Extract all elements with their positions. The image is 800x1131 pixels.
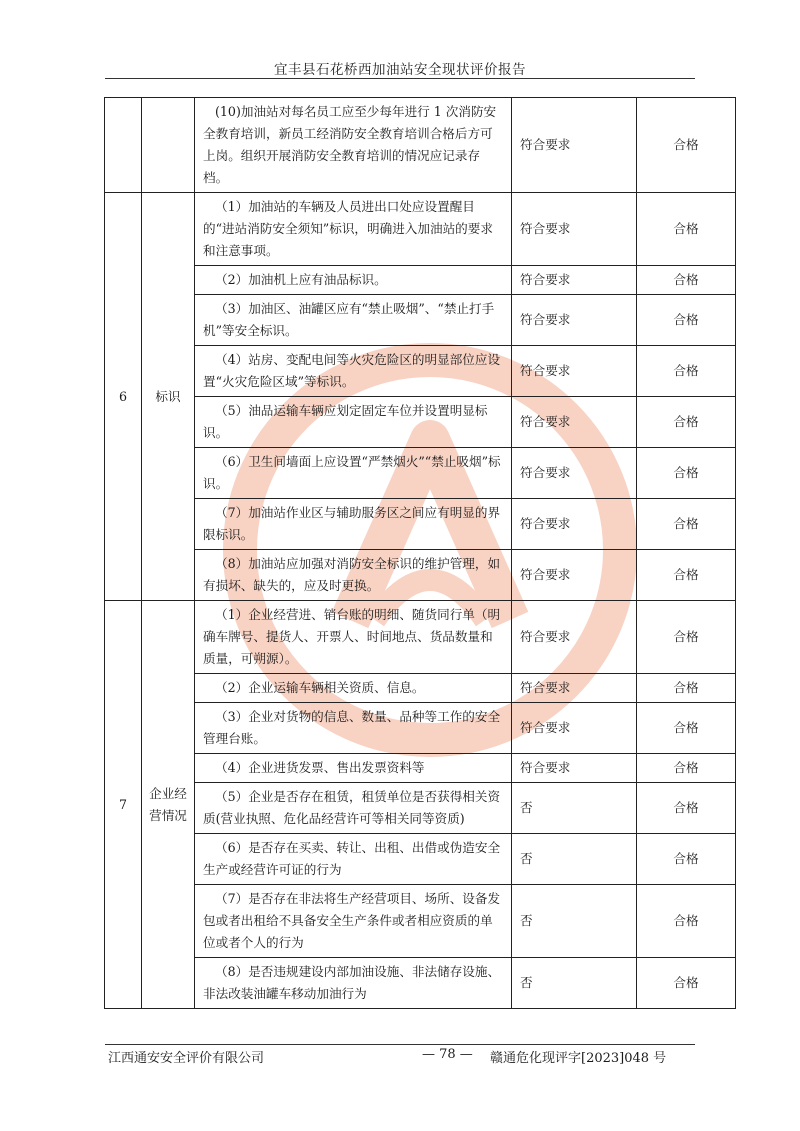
cell-conclusion: 合格 [637, 193, 736, 266]
table-row [105, 885, 736, 958]
cell-conclusion: 合格 [637, 266, 736, 295]
cell-result: 符合要求 [512, 674, 637, 703]
cell-requirement: （5）企业是否存在租赁，租赁单位是否获得相关资质(营业执照、危化品经营许可等相关同等资质) [195, 783, 512, 834]
cell-requirement: （8）是否违规建设内部加油设施、非法储存设施、非法改装油罐车移动加油行为 [195, 958, 512, 1009]
cell-conclusion: 合格 [637, 98, 736, 193]
cell-result: 符合要求 [512, 703, 637, 754]
table-row [105, 754, 736, 783]
footer-company: 江西通安安全评价有限公司 [108, 1051, 265, 1066]
table-row [105, 397, 736, 448]
table-row [105, 703, 736, 754]
cell-result: 符合要求 [512, 499, 637, 550]
cell-result: 符合要求 [512, 295, 637, 346]
cell-result: 否 [512, 834, 637, 885]
cell-requirement: （3）加油区、油罐区应有“禁止吸烟”、“禁止打手机”等安全标识。 [195, 295, 512, 346]
cell-result: 否 [512, 783, 637, 834]
evaluation-table [104, 97, 736, 1009]
cell-result: 否 [512, 958, 637, 1009]
cell-result: 符合要求 [512, 754, 637, 783]
cell-requirement: （7）是否存在非法将生产经营项目、场所、设备发包或者出租给不具备安全生产条件或者相应资质的单位或者个人的行为 [195, 885, 512, 958]
cell-requirement: （8）加油站应加强对消防安全标识的维护管理，如有损坏、缺失的，应及时更换。 [195, 550, 512, 601]
table-row [105, 346, 736, 397]
cell-requirement: （1）加油站的车辆及人员进出口处应设置醒目的“进站消防安全须知”标识，明确进入加油站的要求和注意事项。 [195, 193, 512, 266]
table-row [105, 674, 736, 703]
cell-requirement: （6）卫生间墙面上应设置“严禁烟火”“禁止吸烟”标识。 [195, 448, 512, 499]
cell-conclusion: 合格 [637, 346, 736, 397]
cell-result: 符合要求 [512, 346, 637, 397]
cell-result: 符合要求 [512, 550, 637, 601]
cell-conclusion: 合格 [637, 499, 736, 550]
cell-conclusion: 合格 [637, 703, 736, 754]
cell-item: 标识 [142, 193, 195, 601]
table-row [105, 266, 736, 295]
cell-conclusion: 合格 [637, 834, 736, 885]
cell-requirement: （1）企业经营进、销台账的明细、随货同行单（明确车牌号、提货人、开票人、时间地点、货品数量和质量，可朔源）。 [195, 601, 512, 674]
cell-conclusion: 合格 [637, 448, 736, 499]
page-number: — 78 — [422, 1047, 473, 1062]
cell-conclusion: 合格 [637, 885, 736, 958]
cell-conclusion: 合格 [637, 674, 736, 703]
cell-requirement: （3）企业对货物的信息、数量、品种等工作的安全管理台账。 [195, 703, 512, 754]
cell-conclusion: 合格 [637, 958, 736, 1009]
cell-requirement: （4）企业进货发票、售出发票资料等 [195, 754, 512, 783]
cell-no [105, 98, 142, 193]
cell-conclusion: 合格 [637, 295, 736, 346]
cell-result: 符合要求 [512, 98, 637, 193]
table-row [105, 193, 736, 266]
table-row [105, 499, 736, 550]
document-number: 赣通危化现评字[2023]048 号 [490, 1051, 667, 1066]
cell-result: 符合要求 [512, 266, 637, 295]
cell-requirement: （2）加油机上应有油品标识。 [195, 266, 512, 295]
cell-no: 7 [105, 601, 142, 1009]
cell-result: 符合要求 [512, 601, 637, 674]
cell-result: 符合要求 [512, 397, 637, 448]
table-row [105, 295, 736, 346]
table-row [105, 834, 736, 885]
cell-result: 否 [512, 885, 637, 958]
cell-conclusion: 合格 [637, 754, 736, 783]
table-row [105, 98, 736, 193]
cell-conclusion: 合格 [637, 783, 736, 834]
cell-conclusion: 合格 [637, 601, 736, 674]
table-row [105, 783, 736, 834]
footer-rule [105, 1044, 695, 1045]
cell-conclusion: 合格 [637, 397, 736, 448]
cell-result: 符合要求 [512, 448, 637, 499]
table-row [105, 958, 736, 1009]
cell-no: 6 [105, 193, 142, 601]
cell-requirement: （7）加油站作业区与辅助服务区之间应有明显的界限标识。 [195, 499, 512, 550]
cell-requirement: （6）是否存在买卖、转让、出租、出借或伪造安全生产或经营许可证的行为 [195, 834, 512, 885]
cell-item: 企业经营情况 [142, 601, 195, 1009]
table-row [105, 448, 736, 499]
table-row [105, 601, 736, 674]
table-row [105, 550, 736, 601]
cell-requirement: （5）油品运输车辆应划定固定车位并设置明显标识。 [195, 397, 512, 448]
cell-requirement: （4）站房、变配电间等火灾危险区的明显部位应设置“火灾危险区域”等标识。 [195, 346, 512, 397]
cell-result: 符合要求 [512, 193, 637, 266]
cell-requirement: (10)加油站对每名员工应至少每年进行 1 次消防安全教育培训，新员工经消防安全教育培训合格后方可上岗。组织开展消防安全教育培训的情况应记录存档。 [195, 98, 512, 193]
header-rule [105, 78, 695, 79]
cell-item [142, 98, 195, 193]
report-title: 宜丰县石花桥西加油站安全现状评价报告 [274, 62, 526, 78]
cell-requirement: （2）企业运输车辆相关资质、信息。 [195, 674, 512, 703]
cell-conclusion: 合格 [637, 550, 736, 601]
